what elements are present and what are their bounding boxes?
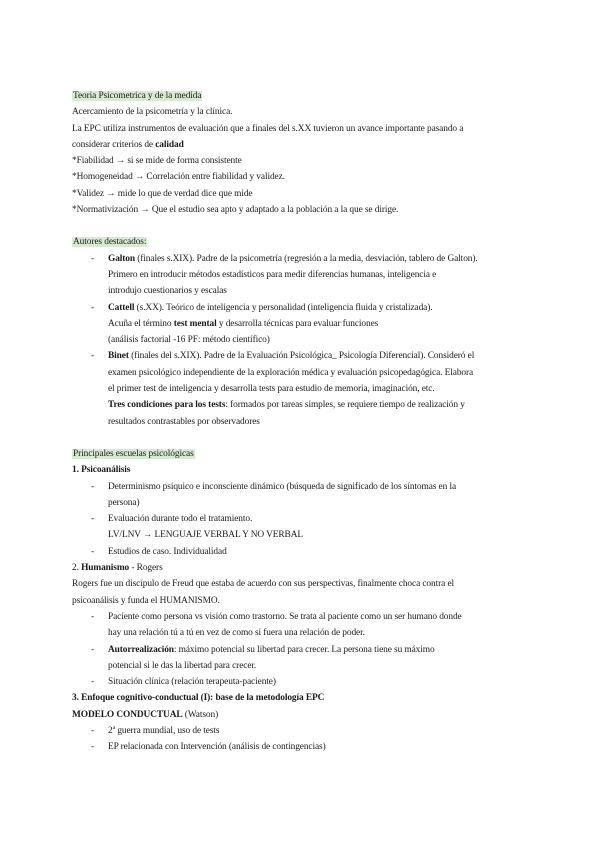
section-heading-autores: Autores destacados:	[73, 237, 147, 248]
list-item: - Situación clínica (relación terapeuta-paciente)	[72, 674, 532, 690]
intro-line: La EPC utiliza instrumentos de evaluación que a finales del s.XX tuvieron un avance importante pasando a	[72, 123, 464, 134]
list-item-cattell: - Cattell (s.XX). Teórico de inteligencia y personalidad (inteligencia fluida y cristalizada). Acuña el término test mental y desarrolla técnicas para evaluar funciones (análisis factorial -16 PF: método científico)	[72, 300, 532, 349]
criterion-normativizacion: *Normativización → Que el estudio sea apto y adaptado a la población a la que se dirige.	[72, 205, 399, 216]
authors-list	[72, 251, 532, 430]
document-content	[72, 88, 532, 756]
list-item-galton: - Galton (finales s.XIX). Padre de la psicometría (regresión a la media, desviación, tablero de Galton). Primero en introducir métodos estadísticos para medir diferencias humanas, inteligencia e introdujo cuestionarios y escalas	[72, 251, 532, 300]
list-item: - Autorrealización: máximo potencial su libertad para crecer. La persona tiene su máximo potencial si le das la libertad para crecer.	[72, 642, 532, 675]
list-item: - Paciente como persona vs visión como trastorno. Se trata al paciente como un ser humano donde hay una relación tú a tú en vez de como si fuera una relación de poder.	[72, 609, 532, 642]
list-item: - Determinismo psíquico e inconsciente dinámico (búsqueda de significado de los síntomas en la persona)	[72, 479, 532, 512]
subheading-psicoanalisis: 1. Psicoanálisis	[72, 465, 131, 476]
intro-line: considerar criterios de calidad	[72, 139, 184, 150]
subheading-humanismo: 2. Humanismo - Rogers	[72, 563, 163, 574]
list-item: - EP relacionada con Intervención (análisis de contingencias)	[72, 739, 532, 755]
list-item-binet: - Binet (finales del s.XIX). Padre de la Evaluación Psicológica_ Psicología Diferencial). Consideró el examen psicológico independiente de la exploración médica y evaluación psicopedagógica. Elabora el primer test de inteligencia y desarrolla tests para estudio de memoria, imaginación, etc. Tres condiciones para los tests: formados por tareas simples, se requiere tiempo de realización y resultados contrastables por observadores	[72, 348, 532, 429]
humanismo-paragraph: Rogers fue un discípulo de Freud que estaba de acuerdo con sus perspectivas, finalmente choca contra el	[72, 579, 455, 590]
list-item: - Evaluación durante todo el tratamiento. LV/LNV → LENGUAJE VERBAL Y NO VERBAL	[72, 511, 532, 544]
conductual-list	[72, 723, 532, 756]
section-heading-teoria: Teoria Psicometrica y de la medida	[73, 91, 202, 101]
section-heading-escuelas: Principales escuelas psicológicas	[73, 448, 194, 459]
subheading-cognitivo-conductual: 3. Enfoque cognitivo-conductual (I): base de la metodología EPC	[72, 693, 325, 704]
criterion-validez: *Validez → mide lo que de verdad dice que mide	[72, 188, 253, 199]
criterion-homogeneidad: *Homogeneidad → Correlación entre fiabilidad y validez.	[72, 172, 285, 183]
criterion-fiabilidad: *Fiabilidad → si se mide de forma consistente	[72, 156, 242, 167]
psicoanalisis-list	[72, 479, 532, 560]
humanismo-paragraph: psicoanálisis y funda el HUMANISMO.	[72, 595, 220, 606]
subheading-modelo-conductual: MODELO CONDUCTUAL (Watson)	[72, 709, 219, 720]
list-item: - Estudios de caso. Individualidad	[72, 544, 532, 560]
intro-line: Acercamiento de la psicometría y la clínica.	[72, 107, 233, 118]
humanismo-list	[72, 609, 532, 690]
list-item: - 2ª guerra mundial, uso de tests	[72, 723, 532, 739]
